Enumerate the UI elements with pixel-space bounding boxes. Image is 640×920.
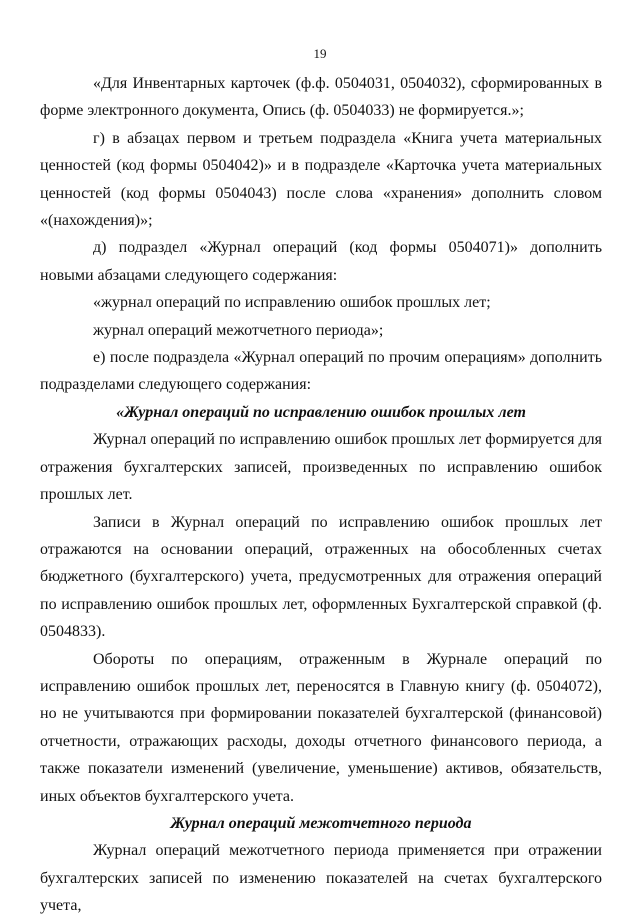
paragraph-errors-journal-records: Записи в Журнал операций по исправлению ошибок прошлых лет отражаются на основании операций, отраженных на обособленных счетах бюджетного (бухгалтерского) учета, предусмотренных для отражения операций по исправлению ошибок прошлых лет, оформленных Бухгалтерской справкой (ф. 0504833).: [40, 513, 602, 641]
section-heading-interperiod-journal: Журнал операций межотчетного периода: [170, 814, 472, 832]
paragraph-item-e: е) после подраздела «Журнал операций по прочим операциям» дополнить подразделами следующего содержания:: [40, 349, 602, 394]
section-heading-errors-journal: «Журнал операций по исправлению ошибок прошлых лет: [116, 403, 526, 421]
paragraph-journal-interperiod-list: журнал операций межотчетного периода»;: [93, 321, 384, 339]
paragraph-errors-journal-purpose: Журнал операций по исправлению ошибок прошлых лет формируется для отражения бухгалтерских записей, произведенных по исправлению ошибок прошлых лет.: [40, 431, 602, 504]
paragraph-item-g: г) в абзацах первом и третьем подраздела «Книга учета материальных ценностей (код формы 0504042)» и в подразделе «Карточка учета материальных ценностей (код формы 0504043) после слова «хранения» дополнить словом «(нахождения)»;: [40, 129, 602, 230]
paragraph-interperiod-journal-purpose: Журнал операций межотчетного периода применяется при отражении бухгалтерских записей по изменению показателей на счетах бухгалтерского учета,: [40, 842, 602, 915]
paragraph-journal-errors-list: «журнал операций по исправлению ошибок прошлых лет;: [93, 294, 491, 312]
document-body: [40, 70, 602, 920]
paragraph-item-d: д) подраздел «Журнал операций (код формы 0504071)» дополнить новыми абзацами следующего содержания:: [40, 239, 602, 284]
paragraph-errors-journal-turnover: Обороты по операциям, отраженным в Журнале операций по исправлению ошибок прошлых лет, переносятся в Главную книгу (ф. 0504072), но не учитываются при формировании показателей бухгалтерской (финансовой) отчетности, отражающих расходы, доходы отчетного финансового периода, а также показатели изменений (увеличение, уменьшение) активов, обязательств, иных объектов бухгалтерского учета.: [40, 650, 602, 805]
paragraph-inventory-cards: «Для Инвентарных карточек (ф.ф. 0504031, 0504032), сформированных в форме электронного документа, Опись (ф. 0504033) не формируется.»;: [40, 75, 602, 120]
page-number: 19: [313, 46, 327, 61]
